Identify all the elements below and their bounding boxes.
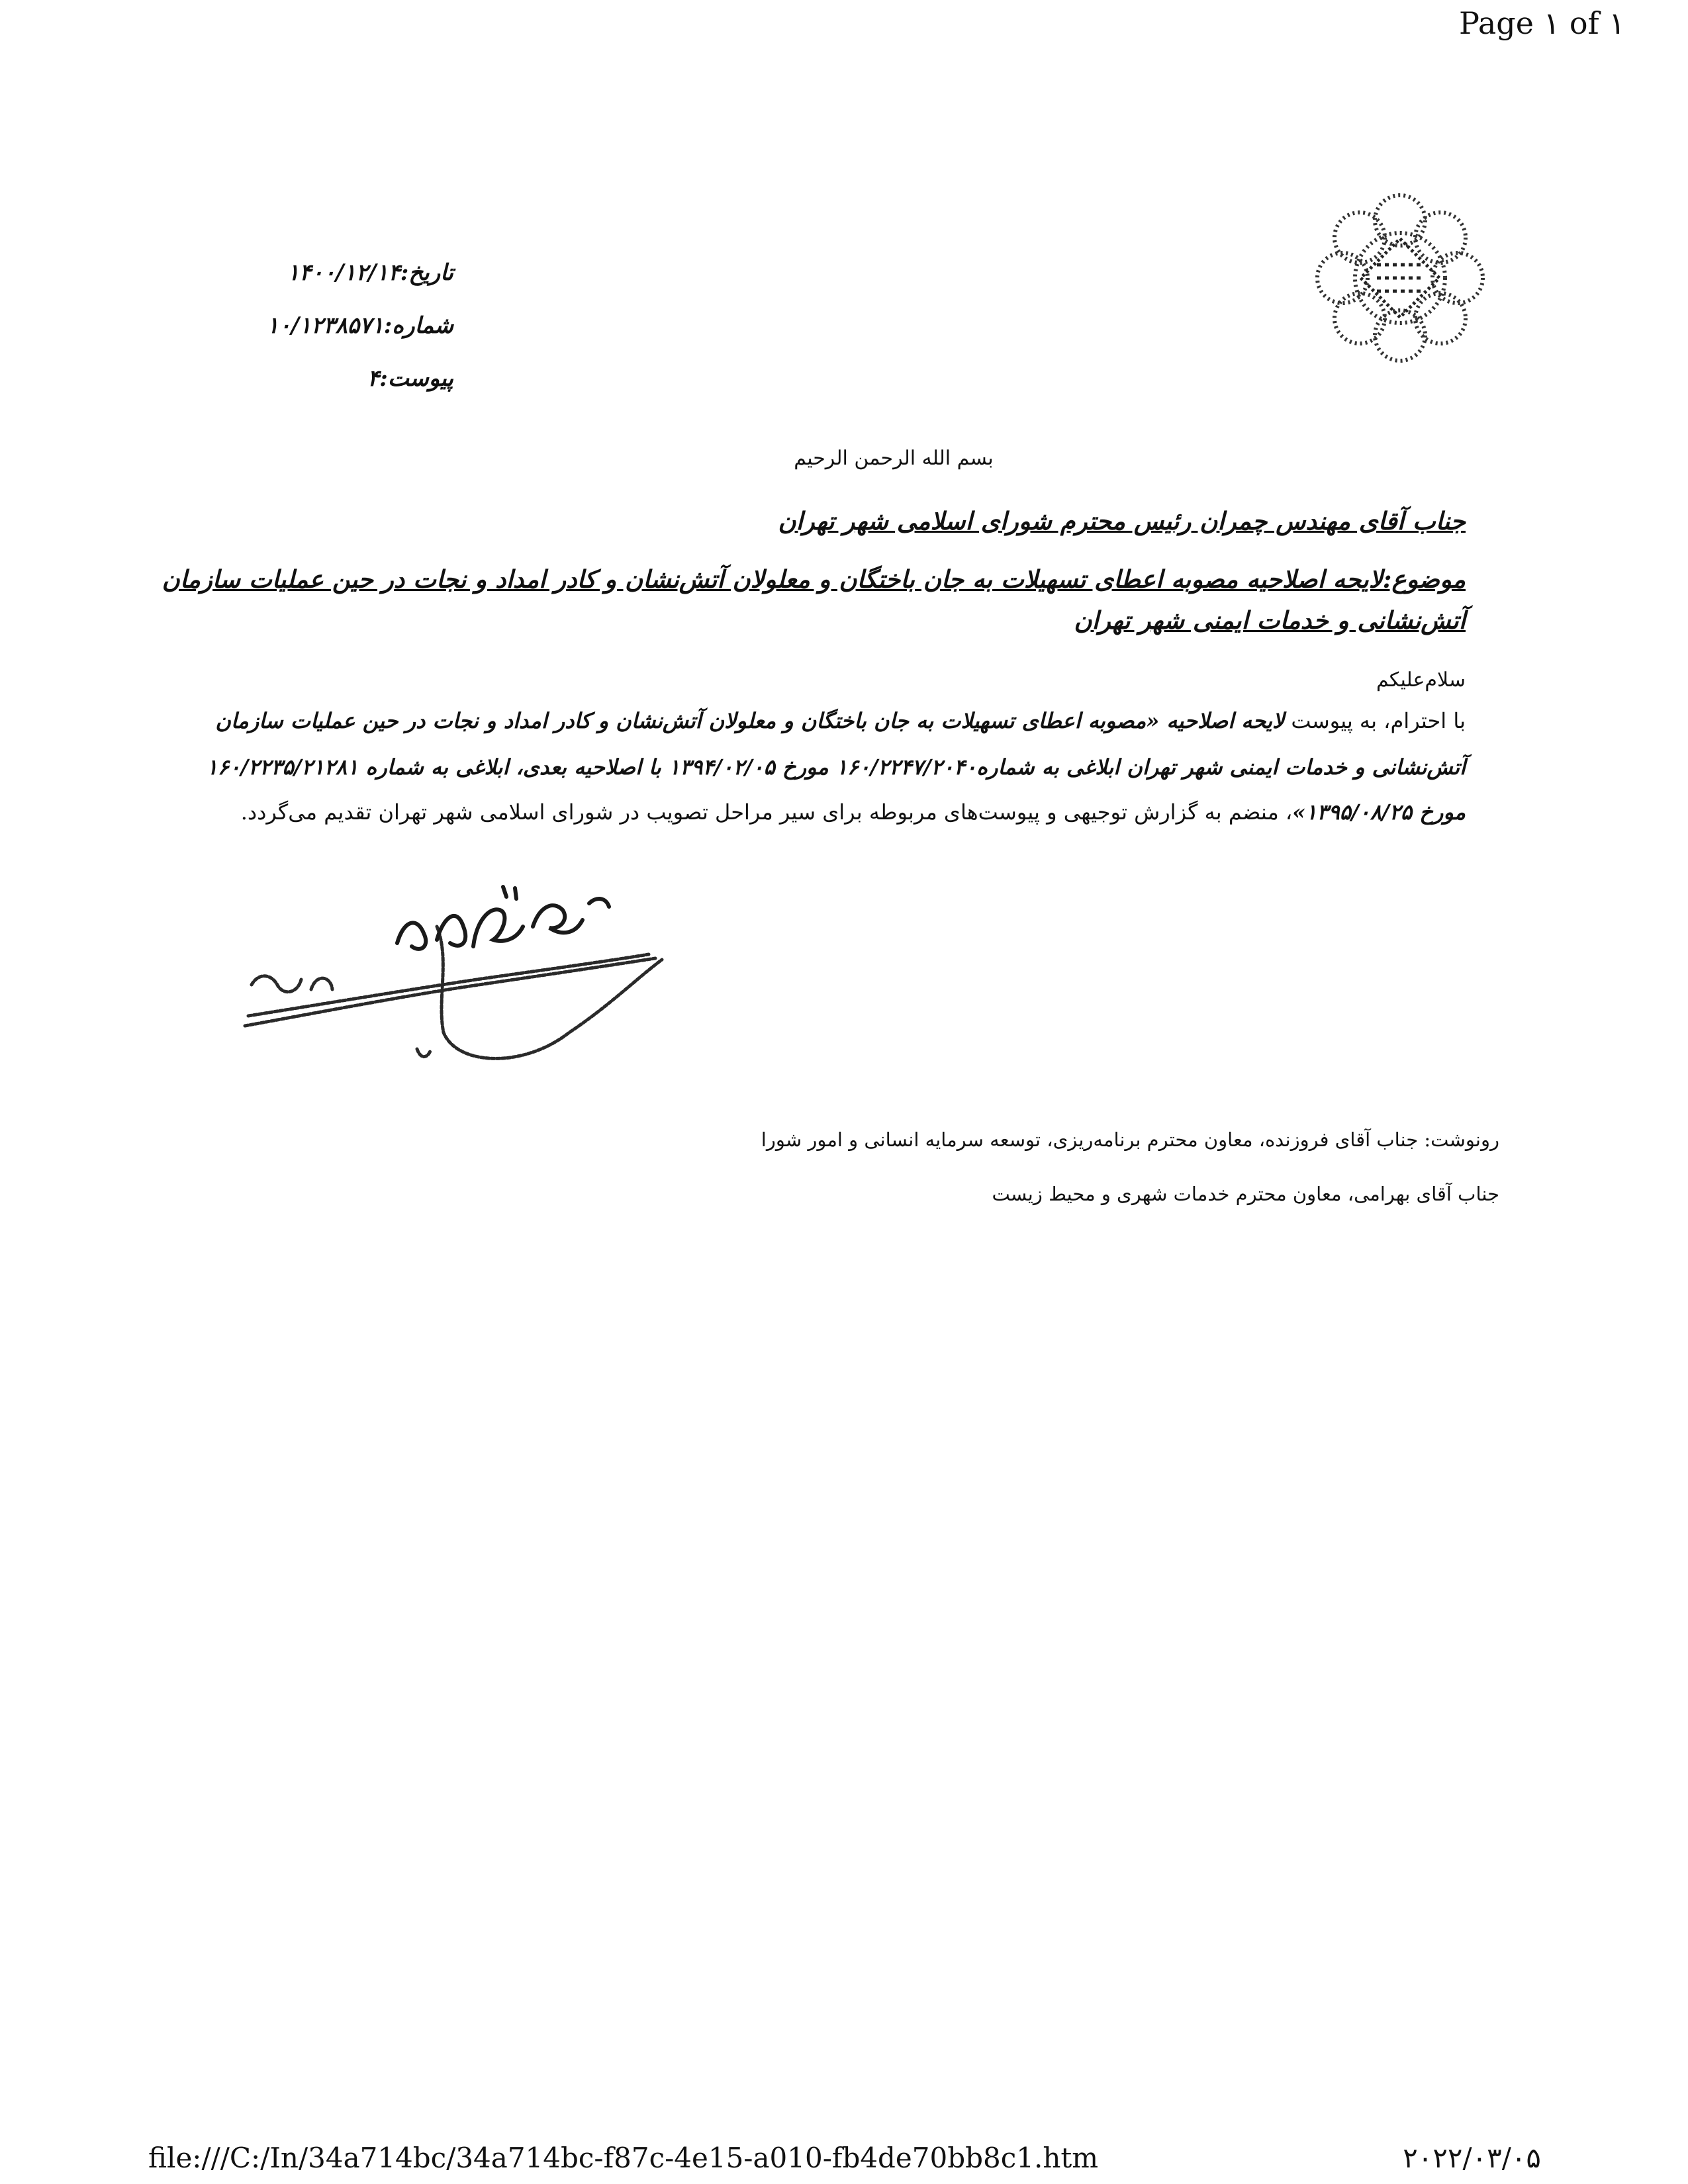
tehran-municipality-emblem-icon bbox=[1304, 182, 1496, 374]
letter-date: تاریخ:۱۴۰۰/۱۲/۱۴ bbox=[287, 259, 453, 286]
page-total: ١ bbox=[1609, 5, 1625, 41]
handwritten-signature-icon bbox=[238, 880, 675, 1079]
body-closing: ، منضم به گزارش توجیهی و پیوست‌های مربوطه برای سیر مراحل تصویب در شورای اسلامی شهر تهران تقدیم می‌گردد. bbox=[240, 799, 1293, 825]
cc-line-2: جناب آقای بهرامی، معاون محترم خدمات شهری و محیط زیست bbox=[992, 1183, 1499, 1205]
body-line-3 bbox=[221, 799, 1466, 825]
page-of: of bbox=[1569, 5, 1599, 41]
file-path: file:///C:/In/34a714bc/34a714bc-f87c-4e15-a010-fb4de70bb8c1.htm bbox=[148, 2142, 1099, 2174]
body-bill-date: مورخ ۱۳۹۵/۰۸/۲۵» bbox=[1292, 799, 1466, 825]
print-date: ۲۰۲۲/۰۳/۰۵ bbox=[1403, 2142, 1541, 2174]
page-counter bbox=[1459, 5, 1625, 41]
body-line-1 bbox=[215, 708, 1466, 733]
page-prefix: Page bbox=[1458, 5, 1534, 41]
greeting: سلام‌علیکم bbox=[1376, 668, 1466, 692]
body-line-2: آتش‌نشانی و خدمات ایمنی شهر تهران ابلاغی به شماره۱۶۰/۲۲۴۷/۲۰۴۰ مورخ ۱۳۹۴/۰۲/۰۵ با اصلاحیه بعدی، ابلاغی به شماره ۱۶۰/۲۲۳۵/۲۱۲۸۱ bbox=[206, 754, 1466, 780]
body-bill-title: لایحه اصلاحیه «مصوبه اعطای تسهیلات به جان باختگان و معلولان آتش‌نشان و کادر امداد و نجات در حین عملیات سازمان bbox=[215, 708, 1285, 733]
addressee: جناب آقای مهندس چمران رئیس محترم شورای اسلامی شهر تهران bbox=[778, 506, 1466, 535]
subject-line-2: آتش‌نشانی و خدمات ایمنی شهر تهران bbox=[1074, 606, 1466, 635]
letter-attachment: پیوست:۴ bbox=[367, 365, 453, 392]
page-current: ١ bbox=[1543, 5, 1560, 41]
body-intro: با احترام، به پیوست bbox=[1284, 708, 1466, 733]
subject-line-1: موضوع:لایحه اصلاحیه مصوبه اعطای تسهیلات به جان باختگان و معلولان آتش‌نشان و کادر امداد و نجات در حین عملیات سازمان bbox=[162, 565, 1466, 594]
cc-line-1: رونوشت: جناب آقای فروزنده، معاون محترم برنامه‌ریزی، توسعه سرمایه انسانی و امور شورا bbox=[761, 1128, 1499, 1151]
bismillah: بسم الله الرحمن الرحیم bbox=[794, 447, 994, 470]
letter-number: شماره:۱۰/۱۲۳۸۵۷۱ bbox=[266, 312, 453, 339]
